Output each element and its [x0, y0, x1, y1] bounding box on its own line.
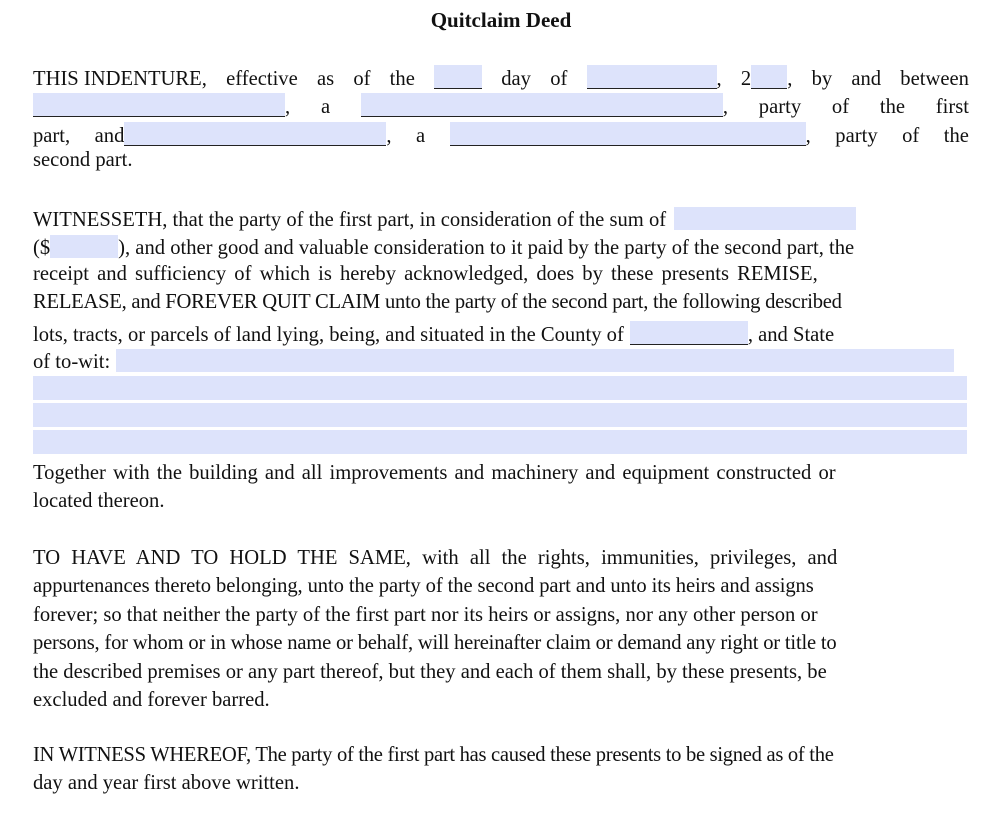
text-line: lots, tracts, or parcels of land lying, being, and situated in the County of , and State	[33, 317, 969, 345]
first-party-name-field[interactable]	[33, 93, 285, 117]
text-line: appurtenances thereto belonging, unto the party of the second part and unto its heirs and assigns	[33, 575, 814, 598]
text-line: IN WITNESS WHEREOF, The party of the first part has caused these presents to be signed as of the	[33, 744, 834, 766]
text-line: second part.	[33, 149, 133, 172]
text-line: , a , party of the first	[33, 89, 969, 117]
text-line: receipt and sufficiency of which is hereby acknowledged, does by these presents REMISE,	[33, 262, 818, 285]
text-line: ($ ), and other good and valuable consideration to it paid by the party of the second part, the	[33, 237, 855, 260]
text-line: THIS INDENTURE, effective as of the day of , 2 , by and between	[33, 61, 969, 89]
text-line: part, and , a , party of the	[33, 118, 969, 146]
second-party-name-field[interactable]	[124, 122, 386, 146]
text-line: located thereon.	[33, 490, 165, 513]
text-line: TO HAVE AND TO HOLD THE SAME, with all the rights, immunities, privileges, and	[33, 547, 838, 569]
text-line: Together with the building and all improvements and machinery and equipment constructed or	[33, 462, 836, 484]
description-line[interactable]	[33, 430, 967, 455]
document-title: Quitclaim Deed	[430, 8, 572, 32]
description-line[interactable]	[33, 376, 967, 401]
paragraph-witnesseth	[33, 203, 969, 373]
text-line: the described premises or any part thereof, but they and each of them shall, by these presents, be	[33, 660, 827, 683]
text-line: RELEASE, and FOREVER QUIT CLAIM unto the party of the second part, the following described	[33, 291, 842, 314]
state-field[interactable]	[116, 349, 954, 372]
text-line: excluded and forever barred.	[33, 688, 270, 711]
description-line[interactable]	[33, 403, 967, 428]
year-field[interactable]	[751, 65, 787, 89]
consideration-words-field[interactable]	[674, 207, 856, 230]
county-field[interactable]	[630, 321, 748, 345]
text-line: WITNESSETH, that the party of the first part, in consideration of the sum of	[33, 203, 969, 231]
text-line: day and year first above written.	[33, 772, 300, 795]
paragraph-to-have-and-to-hold	[33, 544, 969, 714]
text-line: forever; so that neither the party of the first part nor its heirs or assigns, nor any other person or	[33, 603, 818, 626]
paragraph-together	[33, 459, 969, 516]
month-field[interactable]	[587, 65, 717, 89]
paragraph-indenture	[33, 61, 969, 175]
paragraph-in-witness-whereof	[33, 741, 969, 798]
text-line: of to-wit:	[33, 345, 969, 373]
first-party-type-field[interactable]	[361, 93, 723, 117]
legal-description-field[interactable]	[33, 376, 967, 457]
second-party-type-field[interactable]	[450, 122, 806, 146]
day-field[interactable]	[434, 65, 482, 89]
text-line: persons, for whom or in whose name or behalf, will hereinafter claim or demand any right or title to	[33, 632, 837, 655]
consideration-amount-field[interactable]	[50, 235, 118, 258]
